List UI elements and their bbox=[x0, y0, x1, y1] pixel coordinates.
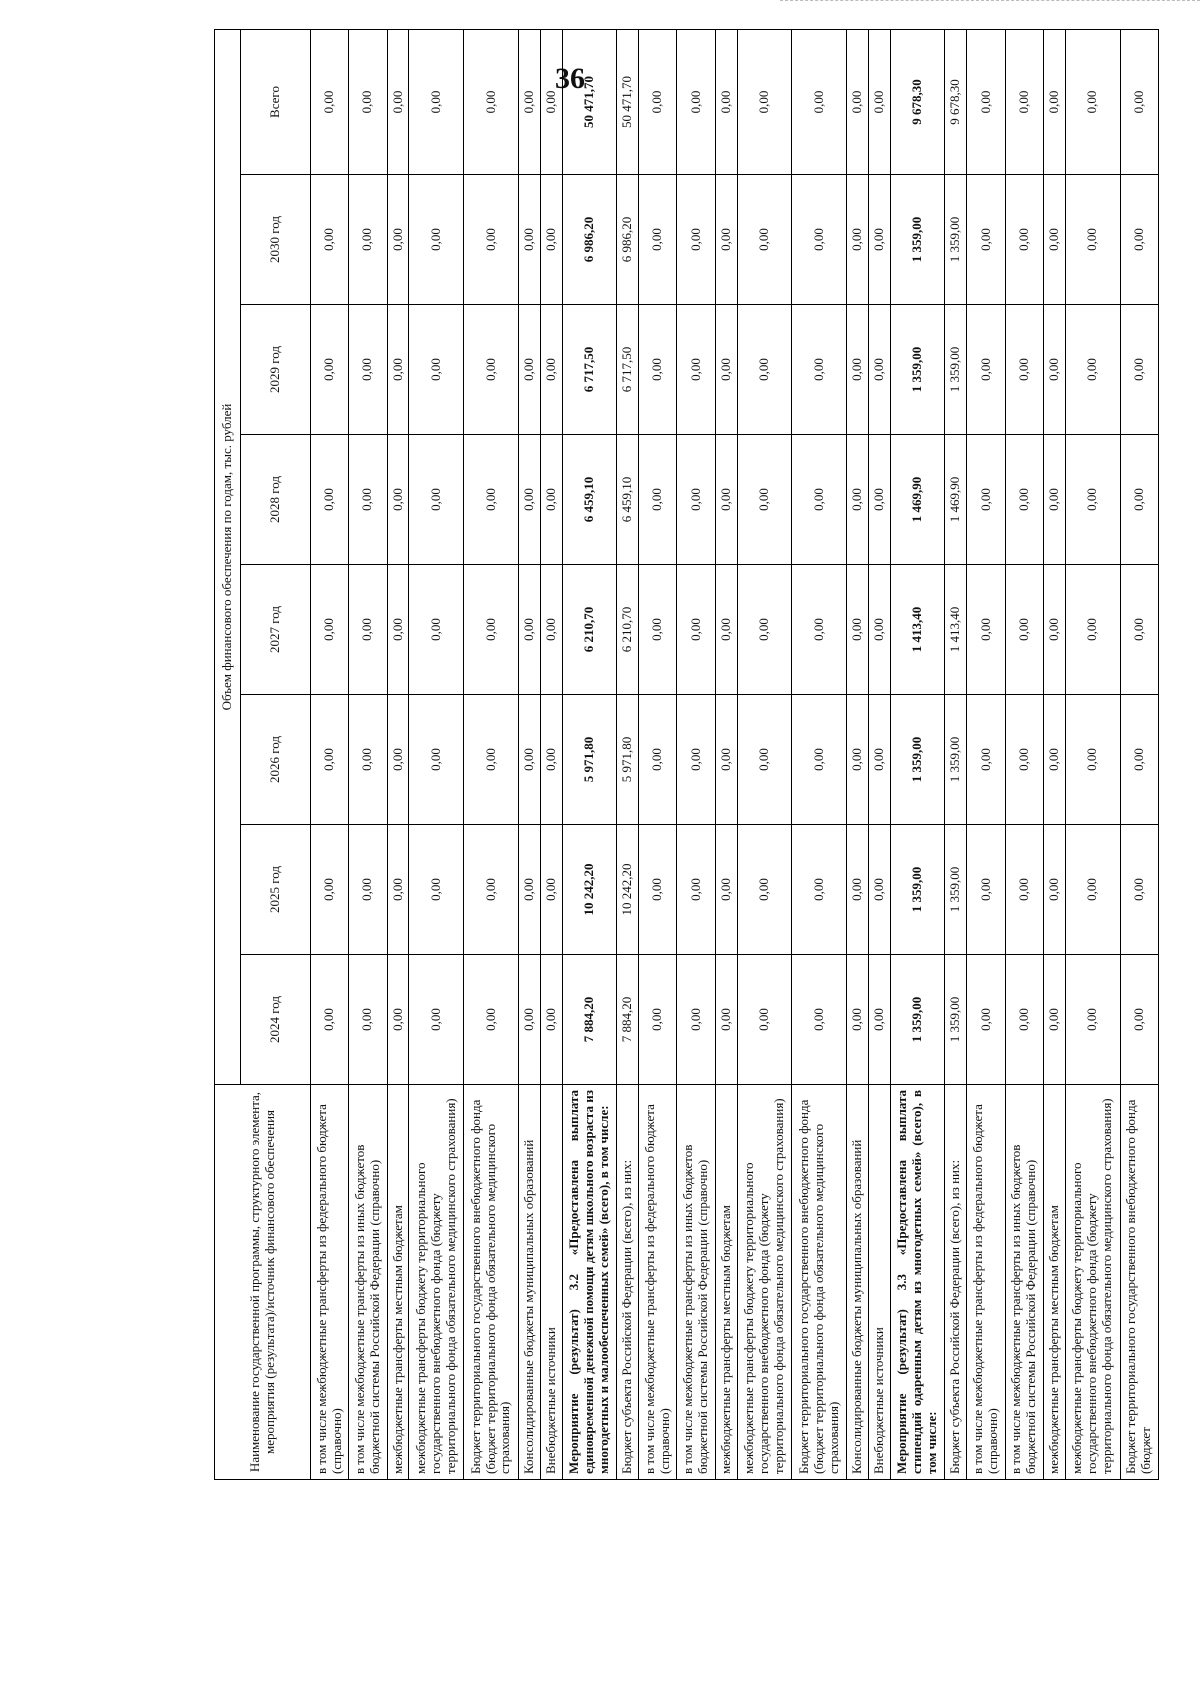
value-cell: 0,00 bbox=[540, 565, 562, 695]
value-cell: 0,00 bbox=[387, 305, 409, 435]
value-cell: 0,00 bbox=[1120, 825, 1158, 955]
value-cell: 0,00 bbox=[737, 955, 792, 1085]
value-cell: 10 242,20 bbox=[617, 825, 639, 955]
value-cell: 0,00 bbox=[639, 29, 677, 174]
value-cell: 0,00 bbox=[792, 955, 847, 1085]
value-cell: 0,00 bbox=[311, 175, 349, 305]
value-cell: 0,00 bbox=[409, 825, 464, 955]
year-header-cell: 2024 год bbox=[241, 955, 311, 1085]
value-cell: 0,00 bbox=[518, 175, 540, 305]
value-cell: 9 678,30 bbox=[890, 29, 945, 174]
value-cell: 0,00 bbox=[1005, 435, 1043, 565]
row-label-cell: в том числе межбюджетные трансферты из иных бюджетов бюджетной системы Российской Федерации (справочно) bbox=[1005, 1085, 1043, 1480]
value-cell: 0,00 bbox=[518, 955, 540, 1085]
value-cell: 0,00 bbox=[737, 695, 792, 825]
value-cell: 0,00 bbox=[792, 565, 847, 695]
year-header-cell: 2025 год bbox=[241, 825, 311, 955]
value-cell: 0,00 bbox=[1043, 565, 1065, 695]
value-cell: 0,00 bbox=[518, 305, 540, 435]
value-cell: 0,00 bbox=[464, 435, 519, 565]
value-cell: 0,00 bbox=[464, 29, 519, 174]
value-cell: 50 471,70 bbox=[617, 29, 639, 174]
value-cell: 0,00 bbox=[1043, 29, 1065, 174]
value-cell: 0,00 bbox=[868, 29, 890, 174]
value-cell: 1 469,90 bbox=[945, 435, 967, 565]
value-cell: 0,00 bbox=[1120, 435, 1158, 565]
value-cell: 9 678,30 bbox=[945, 29, 967, 174]
value-cell: 6 459,10 bbox=[562, 435, 617, 565]
value-cell: 0,00 bbox=[1065, 435, 1120, 565]
value-cell: 0,00 bbox=[518, 695, 540, 825]
value-cell: 0,00 bbox=[1065, 29, 1120, 174]
value-cell: 6 717,50 bbox=[562, 305, 617, 435]
value-cell: 5 971,80 bbox=[617, 695, 639, 825]
table-row bbox=[868, 29, 890, 1479]
value-cell: 0,00 bbox=[847, 29, 869, 174]
value-cell: 0,00 bbox=[409, 955, 464, 1085]
row-label-cell: в том числе межбюджетные трансферты из федерального бюджета (справочно) bbox=[639, 1085, 677, 1480]
value-cell: 0,00 bbox=[518, 565, 540, 695]
table-row bbox=[792, 29, 847, 1479]
value-cell: 0,00 bbox=[967, 435, 1005, 565]
value-cell: 0,00 bbox=[967, 175, 1005, 305]
value-cell: 0,00 bbox=[639, 695, 677, 825]
row-label-cell: Мероприятие (результат) 3.3 «Предоставлена выплата стипендий одаренным детям из многодетных семей» (всего), в том числе: bbox=[890, 1085, 945, 1480]
row-label-cell: в том числе межбюджетные трансферты из федерального бюджета (справочно) bbox=[967, 1085, 1005, 1480]
table-row bbox=[464, 29, 519, 1479]
value-cell: 0,00 bbox=[715, 305, 737, 435]
row-label-cell: в том числе межбюджетные трансферты из иных бюджетов бюджетной системы Российской Федерации (справочно) bbox=[349, 1085, 387, 1480]
header-group-cell: Объем финансового обеспечения по годам, тыс. рублей bbox=[215, 29, 241, 1084]
value-cell: 0,00 bbox=[349, 825, 387, 955]
value-cell: 0,00 bbox=[311, 305, 349, 435]
value-cell: 0,00 bbox=[387, 955, 409, 1085]
value-cell: 6 210,70 bbox=[562, 565, 617, 695]
value-cell: 0,00 bbox=[349, 305, 387, 435]
row-label-cell: в том числе межбюджетные трансферты из иных бюджетов бюджетной системы Российской Федерации (справочно) bbox=[677, 1085, 715, 1480]
value-cell: 1 469,90 bbox=[890, 435, 945, 565]
value-cell: 6 717,50 bbox=[617, 305, 639, 435]
value-cell: 0,00 bbox=[792, 825, 847, 955]
value-cell: 0,00 bbox=[311, 435, 349, 565]
value-cell: 1 359,00 bbox=[890, 825, 945, 955]
value-cell: 0,00 bbox=[387, 29, 409, 174]
value-cell: 0,00 bbox=[868, 825, 890, 955]
value-cell: 0,00 bbox=[639, 305, 677, 435]
row-label-cell: Консолидированные бюджеты муниципальных образований bbox=[847, 1085, 869, 1480]
value-cell: 0,00 bbox=[1005, 175, 1043, 305]
value-cell: 0,00 bbox=[868, 435, 890, 565]
table-row bbox=[540, 29, 562, 1479]
value-cell: 0,00 bbox=[715, 955, 737, 1085]
year-header-cell: 2028 год bbox=[241, 435, 311, 565]
value-cell: 0,00 bbox=[792, 435, 847, 565]
value-cell: 0,00 bbox=[1005, 29, 1043, 174]
value-cell: 0,00 bbox=[409, 29, 464, 174]
value-cell: 0,00 bbox=[1065, 695, 1120, 825]
value-cell: 0,00 bbox=[1120, 305, 1158, 435]
value-cell: 0,00 bbox=[311, 565, 349, 695]
value-cell: 0,00 bbox=[847, 825, 869, 955]
value-cell: 0,00 bbox=[1120, 175, 1158, 305]
row-label-cell: Внебюджетные источники bbox=[540, 1085, 562, 1480]
value-cell: 1 359,00 bbox=[890, 695, 945, 825]
value-cell: 0,00 bbox=[715, 175, 737, 305]
value-cell: 0,00 bbox=[1043, 305, 1065, 435]
value-cell: 1 359,00 bbox=[890, 175, 945, 305]
table-row bbox=[890, 29, 945, 1479]
value-cell: 0,00 bbox=[1120, 29, 1158, 174]
value-cell: 0,00 bbox=[349, 695, 387, 825]
value-cell: 1 359,00 bbox=[945, 305, 967, 435]
value-cell: 0,00 bbox=[677, 825, 715, 955]
value-cell: 0,00 bbox=[409, 565, 464, 695]
value-cell: 0,00 bbox=[967, 305, 1005, 435]
value-cell: 0,00 bbox=[1043, 955, 1065, 1085]
year-header-cell: 2027 год bbox=[241, 565, 311, 695]
year-header-cell: 2026 год bbox=[241, 695, 311, 825]
financing-table bbox=[214, 29, 1159, 1480]
row-label-cell: Бюджет субъекта Российской Федерации (всего), из них: bbox=[945, 1085, 967, 1480]
value-cell: 0,00 bbox=[1005, 695, 1043, 825]
value-cell: 0,00 bbox=[349, 29, 387, 174]
value-cell: 0,00 bbox=[847, 565, 869, 695]
value-cell: 0,00 bbox=[792, 695, 847, 825]
value-cell: 0,00 bbox=[349, 565, 387, 695]
table-row bbox=[967, 29, 1005, 1479]
row-label-cell: межбюджетные трансферты местным бюджетам bbox=[715, 1085, 737, 1480]
table-row bbox=[639, 29, 677, 1479]
value-cell: 0,00 bbox=[409, 435, 464, 565]
value-cell: 7 884,20 bbox=[617, 955, 639, 1085]
value-cell: 0,00 bbox=[868, 695, 890, 825]
value-cell: 0,00 bbox=[311, 825, 349, 955]
value-cell: 0,00 bbox=[737, 435, 792, 565]
value-cell: 1 359,00 bbox=[890, 955, 945, 1085]
value-cell: 1 413,40 bbox=[945, 565, 967, 695]
value-cell: 0,00 bbox=[847, 175, 869, 305]
scan-artifact-line bbox=[780, 0, 1200, 5]
value-cell: 0,00 bbox=[518, 825, 540, 955]
value-cell: 0,00 bbox=[737, 305, 792, 435]
value-cell: 0,00 bbox=[1120, 565, 1158, 695]
value-cell: 7 884,20 bbox=[562, 955, 617, 1085]
row-label-cell: межбюджетные трансферты бюджету территориального государственного внебюджетного фонда (бюджету территориального фонда обязательного медицинского страхования) bbox=[409, 1085, 464, 1480]
value-cell: 0,00 bbox=[409, 175, 464, 305]
value-cell: 0,00 bbox=[1043, 175, 1065, 305]
value-cell: 0,00 bbox=[464, 825, 519, 955]
value-cell: 0,00 bbox=[677, 435, 715, 565]
value-cell: 0,00 bbox=[1043, 825, 1065, 955]
value-cell: 0,00 bbox=[1005, 565, 1043, 695]
table-row bbox=[518, 29, 540, 1479]
value-cell: 0,00 bbox=[967, 565, 1005, 695]
value-cell: 0,00 bbox=[540, 175, 562, 305]
value-cell: 0,00 bbox=[847, 305, 869, 435]
value-cell: 0,00 bbox=[1065, 305, 1120, 435]
value-cell: 1 413,40 bbox=[890, 565, 945, 695]
table-row bbox=[677, 29, 715, 1479]
value-cell: 0,00 bbox=[1065, 175, 1120, 305]
value-cell: 0,00 bbox=[387, 175, 409, 305]
value-cell: 0,00 bbox=[540, 825, 562, 955]
value-cell: 0,00 bbox=[540, 435, 562, 565]
value-cell: 0,00 bbox=[409, 305, 464, 435]
value-cell: 0,00 bbox=[847, 435, 869, 565]
table-row bbox=[847, 29, 869, 1479]
value-cell: 0,00 bbox=[868, 565, 890, 695]
table-row bbox=[387, 29, 409, 1479]
table-row bbox=[1043, 29, 1065, 1479]
value-cell: 0,00 bbox=[387, 565, 409, 695]
value-cell: 0,00 bbox=[1005, 955, 1043, 1085]
value-cell: 6 986,20 bbox=[562, 175, 617, 305]
value-cell: 0,00 bbox=[1065, 825, 1120, 955]
value-cell: 0,00 bbox=[737, 565, 792, 695]
value-cell: 0,00 bbox=[677, 695, 715, 825]
value-cell: 0,00 bbox=[737, 175, 792, 305]
table-row bbox=[715, 29, 737, 1479]
row-label-cell: Бюджет субъекта Российской Федерации (всего), из них: bbox=[617, 1085, 639, 1480]
table-row bbox=[562, 29, 617, 1479]
value-cell: 0,00 bbox=[518, 29, 540, 174]
table-row bbox=[349, 29, 387, 1479]
value-cell: 1 359,00 bbox=[945, 955, 967, 1085]
value-cell: 5 971,80 bbox=[562, 695, 617, 825]
value-cell: 0,00 bbox=[967, 29, 1005, 174]
value-cell: 0,00 bbox=[518, 435, 540, 565]
value-cell: 0,00 bbox=[639, 955, 677, 1085]
value-cell: 0,00 bbox=[847, 955, 869, 1085]
rotated-table-container bbox=[214, 30, 1159, 1480]
value-cell: 0,00 bbox=[677, 305, 715, 435]
value-cell: 0,00 bbox=[1065, 955, 1120, 1085]
value-cell: 0,00 bbox=[868, 305, 890, 435]
value-cell: 0,00 bbox=[1043, 435, 1065, 565]
table-row bbox=[409, 29, 464, 1479]
row-label-cell: межбюджетные трансферты местным бюджетам bbox=[1043, 1085, 1065, 1480]
value-cell: 0,00 bbox=[540, 955, 562, 1085]
value-cell: 0,00 bbox=[349, 175, 387, 305]
row-label-cell: Консолидированные бюджеты муниципальных образований bbox=[518, 1085, 540, 1480]
value-cell: 0,00 bbox=[967, 695, 1005, 825]
table-row bbox=[1065, 29, 1120, 1479]
value-cell: 0,00 bbox=[792, 305, 847, 435]
value-cell: 0,00 bbox=[311, 695, 349, 825]
value-cell: 0,00 bbox=[540, 695, 562, 825]
value-cell: 0,00 bbox=[677, 565, 715, 695]
value-cell: 1 359,00 bbox=[945, 695, 967, 825]
value-cell: 0,00 bbox=[387, 435, 409, 565]
row-label-cell: в том числе межбюджетные трансферты из федерального бюджета (справочно) bbox=[311, 1085, 349, 1480]
value-cell: 0,00 bbox=[464, 305, 519, 435]
value-cell: 0,00 bbox=[464, 175, 519, 305]
value-cell: 0,00 bbox=[1065, 565, 1120, 695]
year-header-cell: 2030 год bbox=[241, 175, 311, 305]
table-row bbox=[945, 29, 967, 1479]
page-number: 36 bbox=[555, 62, 585, 95]
value-cell: 6 459,10 bbox=[617, 435, 639, 565]
value-cell: 0,00 bbox=[868, 955, 890, 1085]
row-label-cell: межбюджетные трансферты бюджету территориального государственного внебюджетного фонда (бюджету территориального фонда обязательного медицинского страхования) bbox=[1065, 1085, 1120, 1480]
value-cell: 0,00 bbox=[737, 825, 792, 955]
value-cell: 0,00 bbox=[1005, 825, 1043, 955]
table-row bbox=[737, 29, 792, 1479]
year-header-cell: 2029 год bbox=[241, 305, 311, 435]
value-cell: 0,00 bbox=[464, 695, 519, 825]
year-header-cell: Всего bbox=[241, 29, 311, 174]
value-cell: 0,00 bbox=[639, 825, 677, 955]
value-cell: 0,00 bbox=[1005, 305, 1043, 435]
row-label-cell: Бюджет территориального государственного внебюджетного фонда (бюджет bbox=[1120, 1085, 1158, 1480]
value-cell: 0,00 bbox=[1043, 695, 1065, 825]
value-cell: 0,00 bbox=[715, 825, 737, 955]
value-cell: 1 359,00 bbox=[945, 175, 967, 305]
value-cell: 0,00 bbox=[715, 695, 737, 825]
value-cell: 0,00 bbox=[387, 825, 409, 955]
table-row bbox=[311, 29, 349, 1479]
value-cell: 0,00 bbox=[967, 825, 1005, 955]
value-cell: 0,00 bbox=[464, 565, 519, 695]
value-cell: 0,00 bbox=[464, 955, 519, 1085]
table-row bbox=[1120, 29, 1158, 1479]
row-label-cell: Мероприятие (результат) 3.2 «Предоставлена выплата единовременной денежной помощи детям школьного возраста из многодетных и малообеспеченных семей» (всего), в том числе: bbox=[562, 1085, 617, 1480]
value-cell: 1 359,00 bbox=[945, 825, 967, 955]
value-cell: 0,00 bbox=[1120, 695, 1158, 825]
value-cell: 0,00 bbox=[677, 175, 715, 305]
row-label-cell: Бюджет территориального государственного внебюджетного фонда (бюджет территориального фонда обязательного медицинского страхования) bbox=[792, 1085, 847, 1480]
value-cell: 0,00 bbox=[967, 955, 1005, 1085]
value-cell: 0,00 bbox=[540, 29, 562, 174]
table-row bbox=[1005, 29, 1043, 1479]
value-cell: 0,00 bbox=[639, 565, 677, 695]
value-cell: 0,00 bbox=[847, 695, 869, 825]
value-cell: 0,00 bbox=[677, 955, 715, 1085]
value-cell: 0,00 bbox=[639, 435, 677, 565]
header-name-cell: Наименование государственной программы, структурного элемента, мероприятия (результата)/источник финансового обеспечения bbox=[215, 1085, 311, 1480]
value-cell: 6 986,20 bbox=[617, 175, 639, 305]
row-label-cell: Внебюджетные источники bbox=[868, 1085, 890, 1480]
value-cell: 10 242,20 bbox=[562, 825, 617, 955]
table-body bbox=[311, 29, 1159, 1479]
value-cell: 0,00 bbox=[311, 955, 349, 1085]
value-cell: 0,00 bbox=[311, 29, 349, 174]
value-cell: 1 359,00 bbox=[890, 305, 945, 435]
value-cell: 0,00 bbox=[737, 29, 792, 174]
row-label-cell: межбюджетные трансферты местным бюджетам bbox=[387, 1085, 409, 1480]
value-cell: 0,00 bbox=[409, 695, 464, 825]
table-row bbox=[617, 29, 639, 1479]
value-cell: 0,00 bbox=[868, 175, 890, 305]
value-cell: 0,00 bbox=[792, 175, 847, 305]
row-label-cell: Бюджет территориального государственного внебюджетного фонда (бюджет территориального фонда обязательного медицинского страхования) bbox=[464, 1085, 519, 1480]
value-cell: 0,00 bbox=[792, 29, 847, 174]
value-cell: 50 471,70 bbox=[562, 29, 617, 174]
value-cell: 0,00 bbox=[715, 435, 737, 565]
value-cell: 0,00 bbox=[677, 29, 715, 174]
value-cell: 0,00 bbox=[349, 955, 387, 1085]
value-cell: 0,00 bbox=[540, 305, 562, 435]
value-cell: 0,00 bbox=[715, 565, 737, 695]
value-cell: 0,00 bbox=[1120, 955, 1158, 1085]
value-cell: 6 210,70 bbox=[617, 565, 639, 695]
value-cell: 0,00 bbox=[387, 695, 409, 825]
row-label-cell: межбюджетные трансферты бюджету территориального государственного внебюджетного фонда (бюджету территориального фонда обязательного медицинского страхования) bbox=[737, 1085, 792, 1480]
value-cell: 0,00 bbox=[715, 29, 737, 174]
value-cell: 0,00 bbox=[639, 175, 677, 305]
value-cell: 0,00 bbox=[349, 435, 387, 565]
